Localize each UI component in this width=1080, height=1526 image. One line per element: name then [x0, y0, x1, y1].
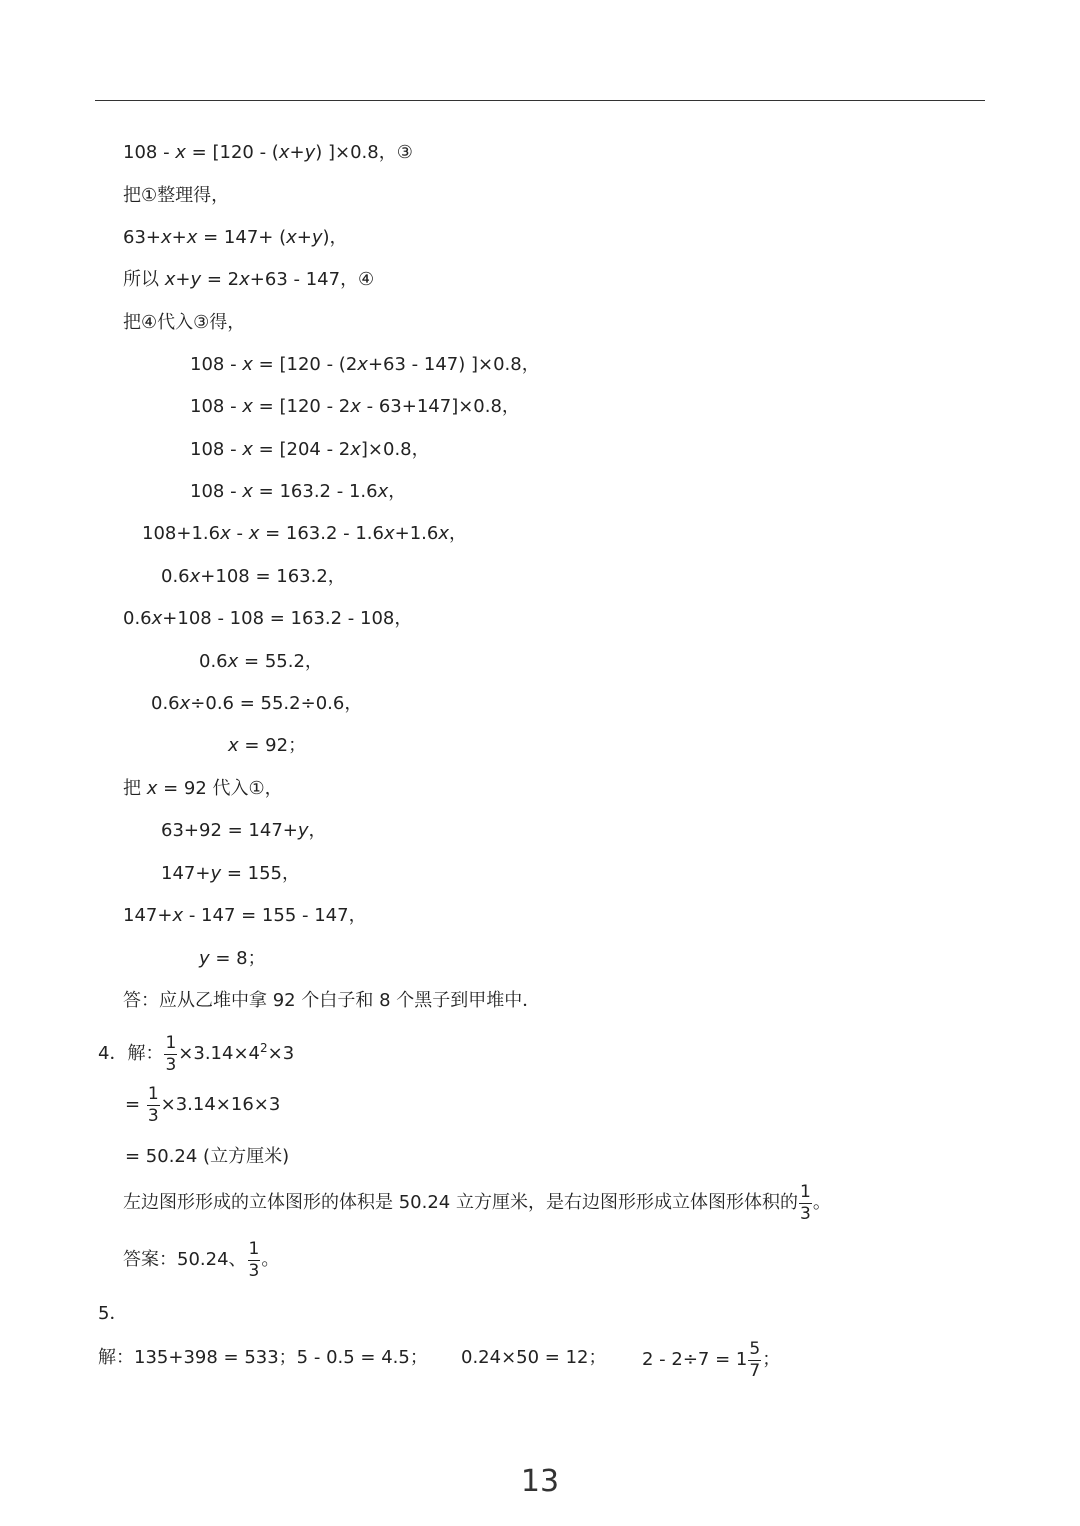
answer-line-q3: 答：应从乙堆中拿 92 个白子和 8 个黑子到甲堆中． [123, 990, 541, 1011]
fraction-five-sevenths: $\frac{5}{7}$ [749, 1338, 761, 1381]
eq-line-10: 108+1.6x - x = 163.2 - 1.6x+1.6x， [142, 523, 467, 544]
eq-line-7: 108 - x = [120 - 2x - 63+147]×0.8， [190, 396, 520, 417]
eq-line-2: 把①整理得， [123, 185, 230, 206]
header-rule [95, 100, 985, 101]
page-number: 13 [520, 1464, 560, 1499]
eq-line-9: 108 - x = 163.2 - 1.6x， [190, 481, 407, 502]
eq-line-5: 把④代入③得， [123, 312, 246, 333]
eq-line-15: x = 92； [228, 735, 307, 756]
eq-line-18: 147+y = 155， [161, 863, 300, 884]
q5-item-1: 解：135+398 = 533；5 - 0.5 = 4.5； [98, 1347, 428, 1368]
eq-line-6: 108 - x = [120 - (2x+63 - 147) ]×0.8， [190, 354, 540, 375]
fraction-one-third: $\frac{1}{3}$ [248, 1238, 260, 1281]
eq-line-20: y = 8； [199, 948, 266, 969]
q4-answer: 答案：50.24、 $\frac{1}{3}$ 。 [123, 1238, 280, 1281]
eq-line-12: 0.6x+108 - 108 = 163.2 - 108， [123, 608, 413, 629]
q5-item-3: 2 - 2÷7 = 1 $\frac{5}{7}$ ； [642, 1338, 781, 1381]
q4-conclusion: 左边图形形成的立体图形的体积是 50.24 立方厘米，是右边图形形成立体图形体积的 $\frac{1}{3}$ 。 [123, 1181, 831, 1224]
q5-label: 5． [98, 1303, 128, 1324]
eq-line-17: 63+92 = 147+y， [161, 820, 327, 841]
fraction-one-third: $\frac{1}{3}$ [799, 1181, 811, 1224]
eq-line-4: 所以 x+y = 2x+63 - 147，④ [123, 269, 375, 290]
eq-line-8: 108 - x = [204 - 2x]×0.8， [190, 439, 430, 460]
eq-line-19: 147+x - 147 = 155 - 147， [123, 905, 367, 926]
fraction-one-third: $\frac{1}{3}$ [147, 1083, 159, 1126]
eq-line-16: 把 x = 92 代入①， [123, 778, 283, 799]
eq-line-1: 108 - x = [120 - (x+y) ]×0.8，③ [123, 142, 413, 163]
eq-line-13: 0.6x = 55.2， [199, 651, 323, 672]
q4-label: 4．解： [98, 1043, 164, 1064]
fraction-one-third: $\frac{1}{3}$ [165, 1032, 177, 1075]
q4-step-3: = 50.24 (立方厘米) [125, 1146, 290, 1167]
eq-line-14: 0.6x÷0.6 = 55.2÷0.6， [151, 693, 363, 714]
q4-step-2: = $\frac{1}{3}$ ×3.14×16×3 [125, 1083, 281, 1126]
eq-line-3: 63+x+x = 147+ (x+y)， [123, 227, 348, 248]
eq-line-11: 0.6x+108 = 163.2， [161, 566, 346, 587]
q5-item-2: 0.24×50 = 12； [461, 1347, 607, 1368]
q4-step-1: 4．解： $\frac{1}{3}$ $\times 3.14\times 4^2\times 3$ [98, 1032, 295, 1075]
